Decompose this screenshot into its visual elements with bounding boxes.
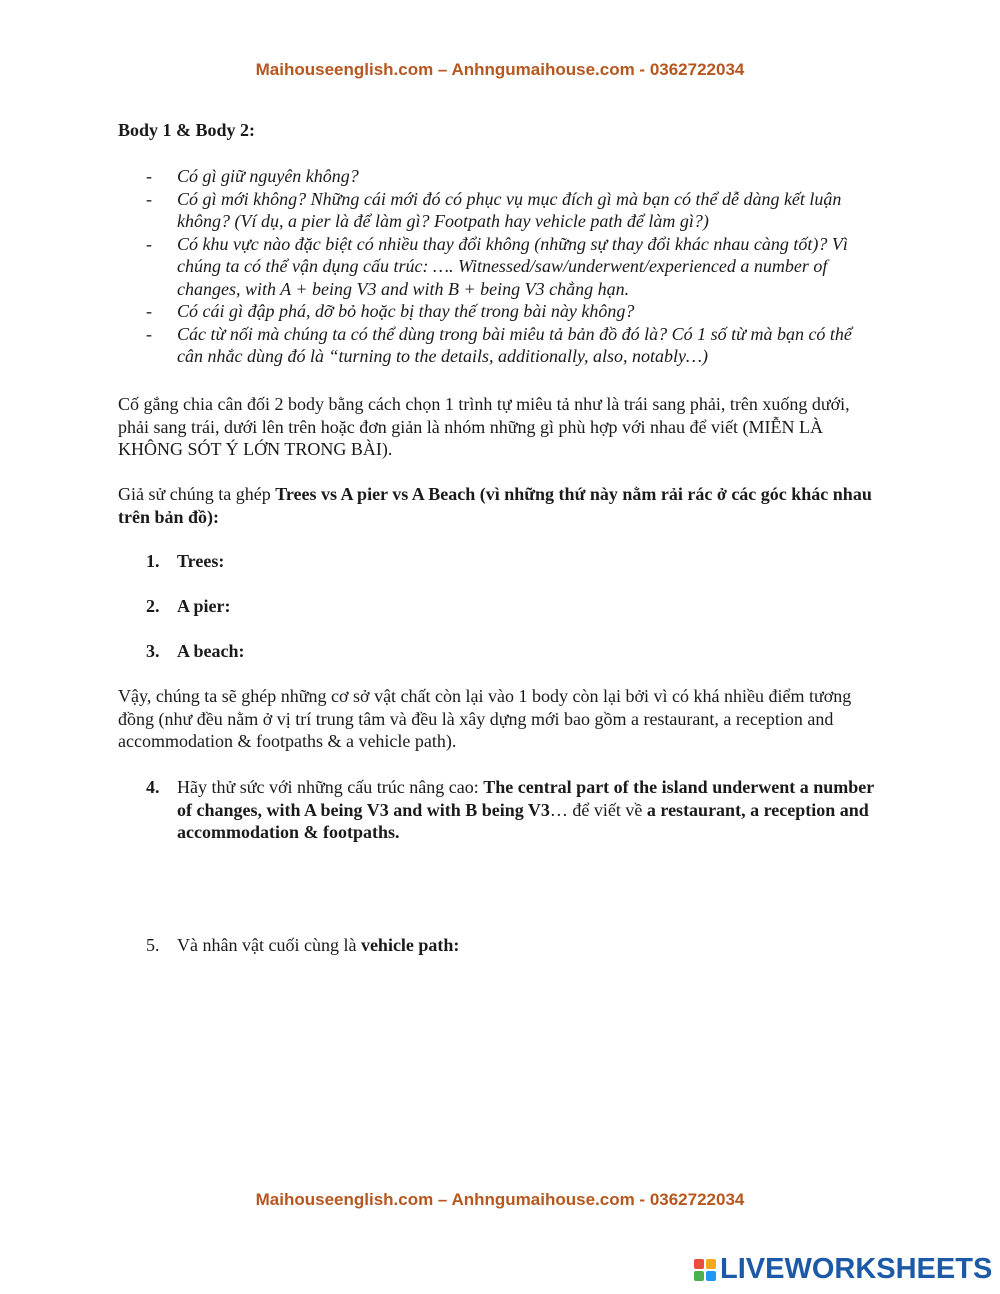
logo-square [694, 1259, 704, 1269]
numbered-item-trees [146, 550, 876, 573]
item-text [177, 934, 876, 957]
item-label: A beach: [177, 641, 245, 661]
item-text-bold: vehicle path: [360, 935, 460, 955]
item-number: 2. [146, 596, 160, 616]
bullet-dash: - [146, 323, 152, 344]
item-number: 3. [146, 641, 160, 661]
page-footer: Maihouseenglish.com – Anhngumaihouse.com - 0362722034 [255, 1190, 745, 1209]
list-item-text: Các từ nối mà chúng ta có thể dùng trong bài miêu tả bản đồ đó là? Có 1 số từ mà bạn có thể cân nhắc dùng đó là “turning to the details, additionally, also, notably…) [177, 323, 852, 366]
numbered-item-beach [146, 640, 876, 663]
paragraph-balance: Cố gắng chia cân đối 2 body bằng cách chọn 1 trình tự miêu tả như là trái sang phải, trên xuống dưới, phải sang trái, dưới lên trên hoặc đơn giản là nhóm những gì phù hợp với nhau để viết (MIỄN LÀ KHÔNG SÓT Ý LỚN TRONG BÀI). [118, 394, 850, 459]
liveworksheets-brand [694, 1253, 992, 1286]
numbered-item-vehicle [146, 934, 876, 957]
item-text [177, 776, 876, 844]
item-label: Trees: [177, 551, 225, 571]
item-text-plain: Và nhân vật cuối cùng là [177, 935, 361, 955]
item-number: 5. [146, 935, 160, 955]
list-item [146, 233, 871, 301]
list-item [146, 323, 871, 368]
list-item [146, 300, 871, 323]
list-item [146, 188, 871, 233]
bullet-dash: - [146, 233, 152, 254]
item-text-bold: The central part of the island underwent a number of changes, with A being V3 and with B being V3 [177, 777, 874, 820]
list-item-text: Có khu vực nào đặc biệt có nhiều thay đổi không (những sự thay đổi khác nhau càng tốt)? Vì chúng ta có thể vận dụng cấu trúc: …. Witnessed/saw/underwent/experienced a number of changes, with A + being V3 and with B + being V3 chẳng hạn. [177, 233, 848, 299]
bullet-dash: - [146, 188, 152, 209]
numbered-item-pier [146, 595, 876, 618]
liveworksheets-logo-icon [694, 1259, 716, 1281]
liveworksheets-wordmark: LIVEWORKSHEETS [720, 1253, 993, 1285]
logo-square [706, 1259, 716, 1269]
logo-square [706, 1271, 716, 1281]
item-label: A pier: [177, 596, 231, 616]
page-header: Maihouseenglish.com – Anhngumaihouse.com - 0362722034 [255, 60, 745, 79]
bullet-dash: - [146, 166, 152, 186]
paragraph-bold: Trees vs A pier vs A Beach (vì những thứ này nằm rải rác ở các góc khác nhau trên bản đồ): [118, 484, 872, 527]
list-item-text: Có gì mới không? Những cái mới đó có phục vụ mục đích gì mà bạn có thể dễ dàng kết luận không? (Ví dụ, a pier là để làm gì? Footpath hay vehicle path để làm gì?) [177, 188, 842, 231]
list-item-text: Có cái gì đập phá, dỡ bỏ hoặc bị thay thế trong bài này không? [177, 301, 635, 321]
item-number: 4. [146, 777, 160, 797]
item-text-plain: Hãy thử sức với những cấu trúc nâng cao: [177, 777, 484, 797]
item-number: 1. [146, 551, 160, 571]
logo-square [694, 1271, 704, 1281]
numbered-item-central [146, 776, 876, 844]
paragraph-remaining: Vậy, chúng ta sẽ ghép những cơ sở vật chất còn lại vào 1 body còn lại bởi vì có khá nhiều điểm tương đồng (như đều nằm ở vị trí trung tâm và đều là xây dựng mới bao gồm a restaurant, a reception and accommodation & footpaths & a vehicle path). [118, 686, 852, 751]
paragraph-lead: Giả sử chúng ta ghép [118, 484, 276, 504]
section-title: Body 1 & Body 2: [118, 120, 256, 140]
bullet-dash: - [146, 301, 152, 321]
question-list [146, 165, 871, 368]
list-item-text: Có gì giữ nguyên không? [177, 166, 359, 186]
item-text-bold: a restaurant, a reception and accommodation & footpaths. [177, 799, 869, 842]
item-text-plain: … để viết về [549, 799, 647, 820]
list-item [146, 165, 871, 188]
paragraph-grouping [118, 483, 878, 528]
